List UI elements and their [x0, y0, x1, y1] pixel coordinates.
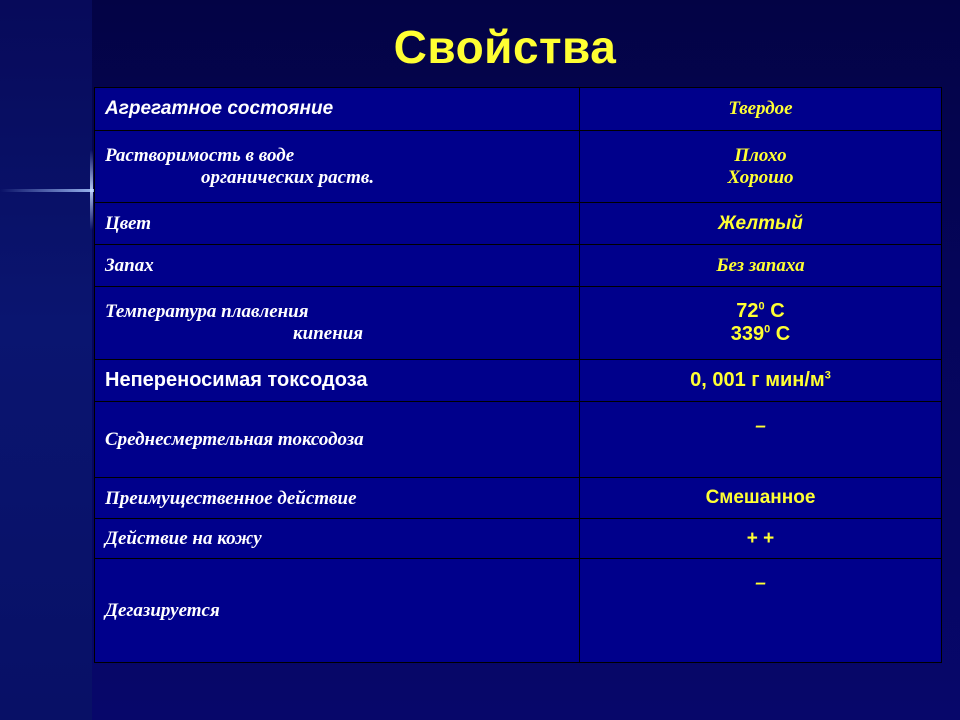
- row-value-intolerable-dose: [580, 360, 942, 402]
- boiling-label: кипения: [293, 323, 364, 344]
- row-value-degassing: –: [580, 559, 942, 663]
- melting-number: 72: [736, 300, 759, 322]
- melting-unit: С: [770, 300, 785, 322]
- solubility-water-value: Плохо: [734, 144, 787, 166]
- boiling-value: [588, 323, 933, 346]
- intolerable-dose-value: 0, 001 г мин/м: [690, 369, 825, 391]
- table-row: [95, 360, 942, 402]
- table-row: [95, 402, 942, 478]
- row-value-solubility: [580, 131, 942, 203]
- row-label-lethal-dose: Среднесмертельная токсодоза: [95, 402, 580, 478]
- row-label-primary-action: Преимущественное действие: [95, 478, 580, 519]
- row-label-degassing: Дегазируется: [95, 559, 580, 663]
- left-decorative-band: [0, 0, 92, 720]
- row-label-aggregate-state: Агрегатное состояние: [95, 88, 580, 131]
- row-label-temperature: [95, 287, 580, 360]
- degree-mark: 0: [758, 300, 765, 313]
- row-value-primary-action: Смешанное: [580, 478, 942, 519]
- table-row: [95, 287, 942, 360]
- table-row: [95, 88, 942, 131]
- melting-label: Температура плавления: [105, 301, 309, 322]
- table-row: [95, 203, 942, 245]
- row-value-aggregate-state: Твердое: [580, 88, 942, 131]
- row-value-temperature: [580, 287, 942, 360]
- cubic-superscript: 3: [824, 369, 831, 382]
- row-label-color: Цвет: [95, 203, 580, 245]
- table-row: [95, 559, 942, 663]
- light-flare-vertical: [90, 150, 93, 230]
- solubility-organic-value: Хорошо: [727, 166, 794, 188]
- table-row: [95, 245, 942, 287]
- row-value-odor: Без запаха: [580, 245, 942, 287]
- boiling-number: 339: [730, 323, 765, 345]
- table-row: [95, 131, 942, 203]
- table-row: [95, 478, 942, 519]
- properties-table: [94, 87, 942, 663]
- table-row: [95, 519, 942, 559]
- row-label-odor: Запах: [95, 245, 580, 287]
- solubility-water-label: Растворимость в воде: [105, 144, 295, 166]
- melting-value: [588, 300, 933, 323]
- row-label-intolerable-dose: Непереносимая токсодоза: [95, 360, 580, 402]
- row-label-skin-action: Действие на кожу: [95, 519, 580, 559]
- solubility-organic-label: органических раств.: [201, 166, 375, 188]
- row-label-solubility: [95, 131, 580, 203]
- degree-mark: 0: [764, 323, 771, 336]
- slide-title: Свойства: [393, 21, 617, 73]
- row-value-lethal-dose: –: [580, 402, 942, 478]
- boiling-unit: С: [775, 323, 791, 345]
- row-value-skin-action: + +: [580, 519, 942, 559]
- row-value-color: Желтый: [580, 203, 942, 245]
